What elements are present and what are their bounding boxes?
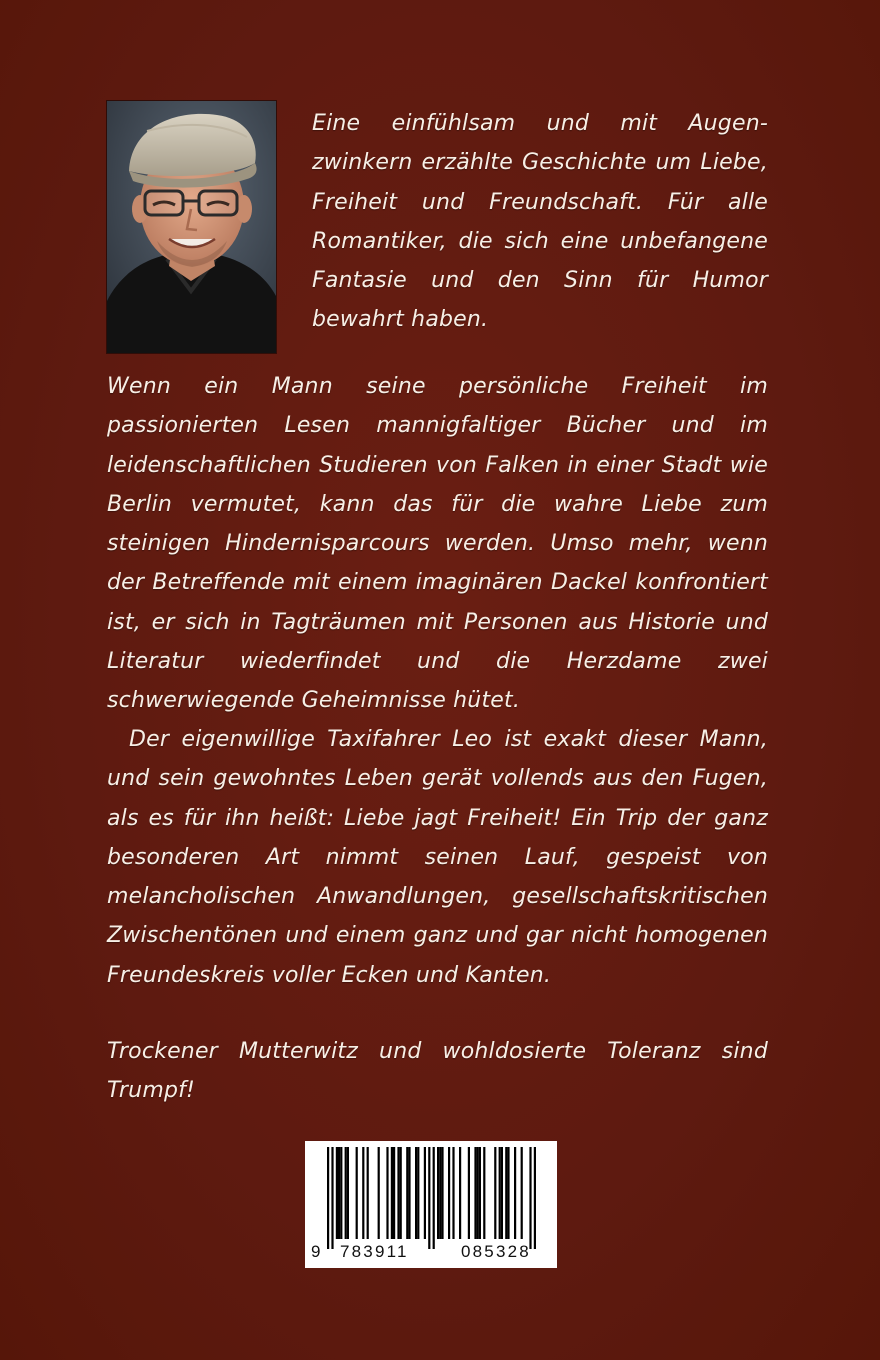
barcode-bar [417, 1147, 419, 1239]
isbn-barcode [305, 1141, 557, 1268]
description-paragraph-2: Der eigenwillige Taxifahrer Leo ist exakt dieser Mann, und sein gewohntes Leben gerät vollends aus den Fugen, als es für ihn heißt: Liebe jagt Freiheit! Ein Trip der ganz besonderen Art nimmt seinen Lauf, gespeist von melancholischen Anwandlungen, gesellschaftskritischen Zwischentönen und einem ganz und gar nicht homogenen Freundeskreis voller Ecken und Kanten. [107, 727, 768, 988]
barcode-bar [327, 1147, 329, 1249]
barcode-bar [386, 1147, 388, 1239]
barcode-bar [505, 1147, 507, 1239]
barcode-bar [428, 1147, 430, 1249]
barcode-left-digits: 783911 [340, 1242, 409, 1261]
barcode-bar [336, 1147, 338, 1239]
barcode-bar [521, 1147, 523, 1239]
barcode-bar [340, 1147, 342, 1239]
barcode-bar [501, 1147, 503, 1239]
barcode-bar [534, 1147, 536, 1249]
barcode-bar [338, 1147, 340, 1239]
barcode-bar [437, 1147, 439, 1239]
barcode-bar [356, 1147, 358, 1239]
barcode-bar [514, 1147, 516, 1239]
barcode-bar [529, 1147, 531, 1249]
barcode-bar [459, 1147, 461, 1239]
barcode-bar [424, 1147, 426, 1239]
barcode-first-digit: 9 [311, 1242, 321, 1261]
barcode-bar [397, 1147, 399, 1239]
barcode-bar [345, 1147, 347, 1239]
barcode-bar [415, 1147, 417, 1239]
barcode-bar [347, 1147, 349, 1239]
author-photo [107, 101, 276, 353]
description-paragraph-1: Wenn ein Mann seine persönliche Freiheit im passionierten Lesen mannigfaltiger Bücher und im leidenschaftlichen Studieren von Falken in einer Stadt wie Berlin vermutet, kann das für die wahre Liebe zum steinigen Hindernisparcours werden. Umso mehr, wenn der Betreffende mit einem imaginären Dackel konfrontiert ist, er sich in Tagträumen mit Personen aus Historie und Literatur wiederfindet und die Herzdame zwei schwerwiegende Geheimnisse hütet. [107, 374, 768, 714]
barcode-bar [331, 1147, 333, 1249]
barcode-number [305, 1242, 557, 1266]
barcode-bar [408, 1147, 410, 1239]
barcode-bar [507, 1147, 509, 1239]
barcode-bar [448, 1147, 450, 1239]
barcode-right-digits: 085328 [461, 1242, 531, 1261]
barcode-bar [400, 1147, 402, 1239]
barcode-bar [391, 1147, 393, 1239]
barcode-bar [406, 1147, 408, 1239]
barcode-bar [477, 1147, 479, 1239]
barcode-bar [362, 1147, 364, 1239]
barcode-bar [483, 1147, 485, 1239]
barcode-bar [433, 1147, 435, 1249]
barcode-bar [468, 1147, 470, 1239]
barcode-bar [494, 1147, 496, 1239]
barcode-bar [393, 1147, 395, 1239]
barcode-bar [439, 1147, 441, 1239]
barcode-bar [378, 1147, 380, 1239]
barcode-bar [499, 1147, 501, 1239]
barcode-bar [441, 1147, 443, 1239]
barcode-bar [479, 1147, 481, 1239]
intro-text: Eine einfühlsam und mit Augen-zwinkern erzählte Geschichte um Liebe, Freiheit und Freundschaft. Für alle Romantiker, die sich eine unbefangene Fantasie und den Sinn für Humor bewahrt haben. [312, 111, 768, 333]
author-portrait-icon [107, 101, 276, 353]
barcode-bar [474, 1147, 476, 1239]
closing-line: Trockener Mutterwitz und wohldosierte Toleranz sind Trumpf! [107, 1039, 768, 1104]
barcode-bar [452, 1147, 454, 1239]
barcode-bar [367, 1147, 369, 1239]
